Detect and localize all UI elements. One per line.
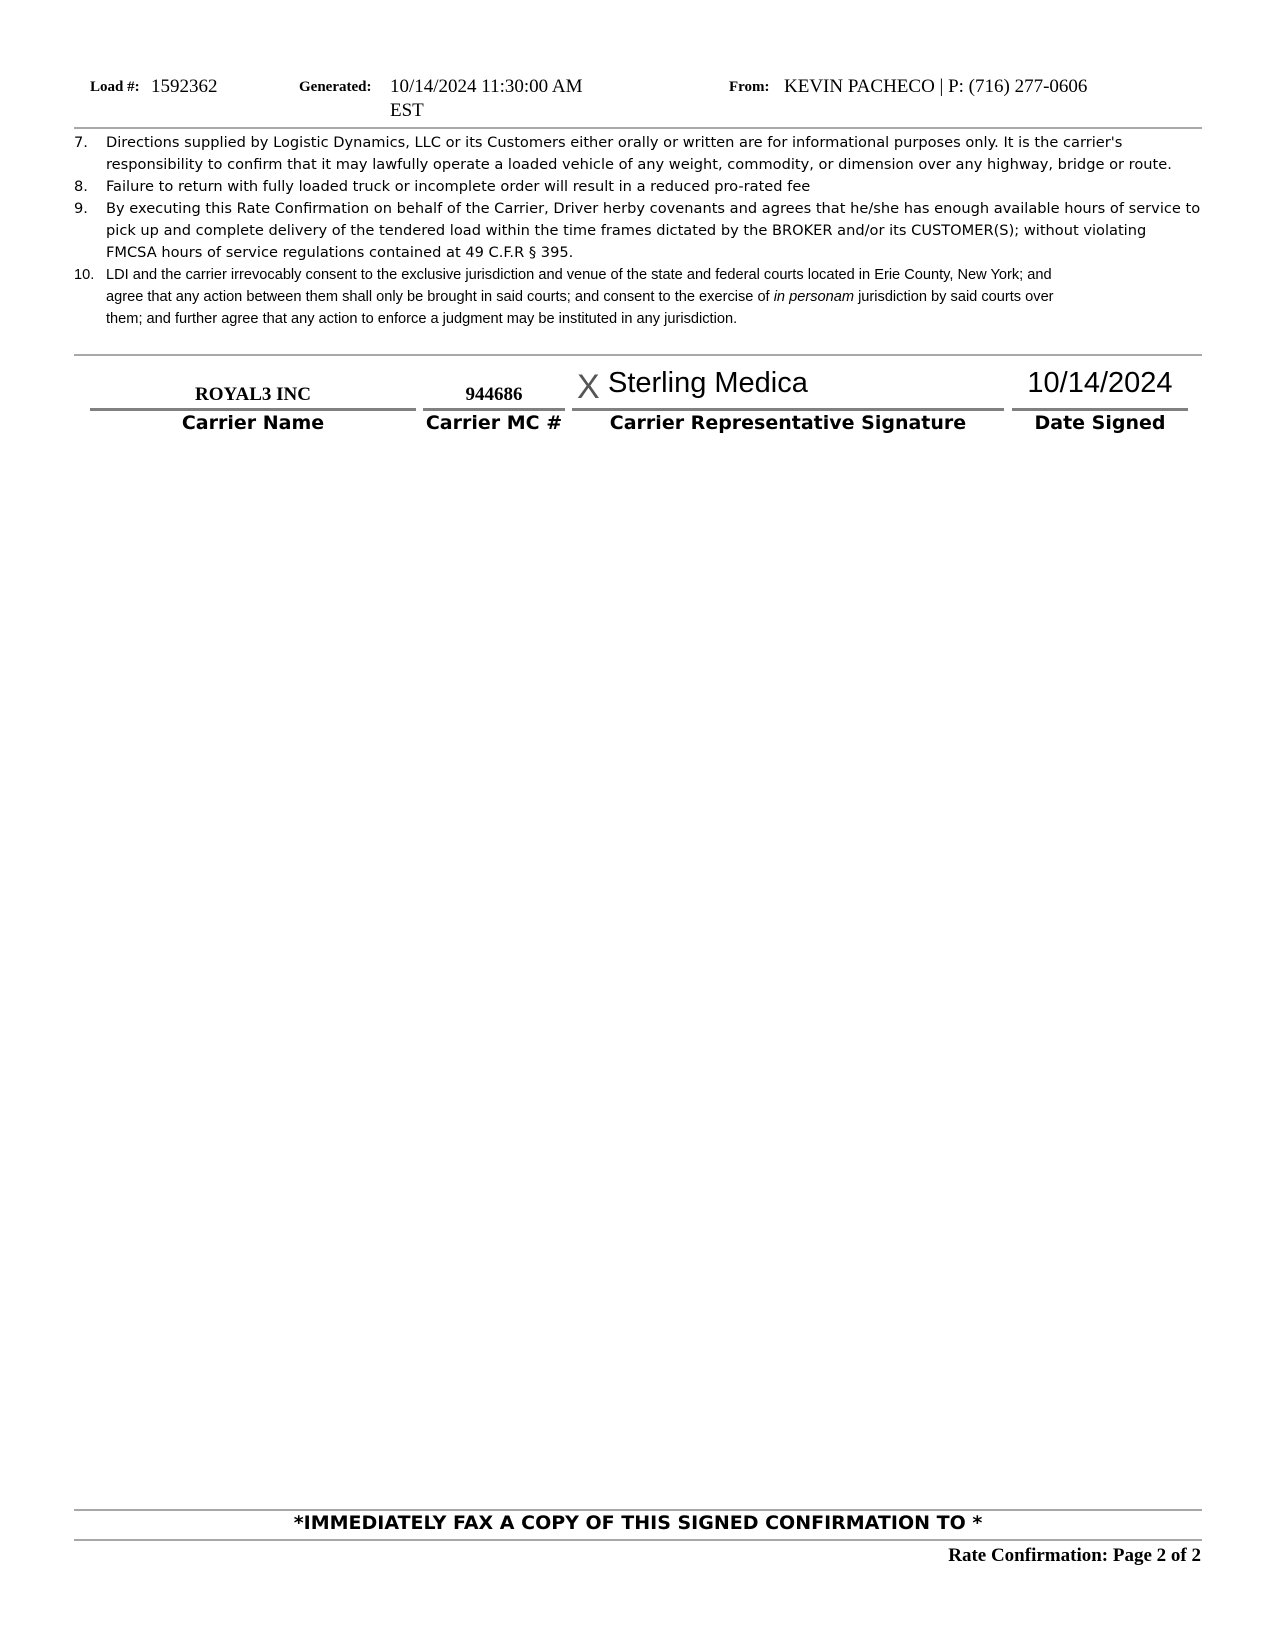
load-number-label: Load #: xyxy=(90,79,140,95)
term-number: 8. xyxy=(74,178,88,195)
term-line: pick up and complete delivery of the tendered load within the time frames dictated by the BROKER and/or its CUSTOMER(S); without violating xyxy=(106,222,1147,239)
fax-notice: *IMMEDIATELY FAX A COPY OF THIS SIGNED CONFIRMATION TO * xyxy=(293,1512,983,1534)
term-line-italic: in personam xyxy=(773,289,854,305)
carrier-mc-value: 944686 xyxy=(465,384,523,405)
date-signed-value: 10/14/2024 xyxy=(1027,367,1173,399)
term-line: FMCSA hours of service regulations contained at 49 C.F.R § 395. xyxy=(106,244,574,261)
term-line: Failure to return with fully loaded truck or incomplete order will result in a reduced pro-rated fee xyxy=(106,178,811,195)
term-line: By executing this Rate Confirmation on behalf of the Carrier, Driver herby covenants and agrees that he/she has enough available hours of service to xyxy=(106,200,1201,217)
footer-bottom-rule xyxy=(74,1539,1202,1541)
signature-line xyxy=(572,408,1004,411)
signature-caption: Carrier Representative Signature xyxy=(609,412,967,434)
carrier-mc-caption: Carrier MC # xyxy=(425,412,563,434)
header-divider xyxy=(74,127,1202,129)
from-label: From: xyxy=(729,79,770,95)
generated-label: Generated: xyxy=(299,79,372,95)
carrier-name-line xyxy=(90,408,416,411)
carrier-mc-line xyxy=(423,408,565,411)
footer-top-rule xyxy=(74,1509,1202,1511)
term-line: them; and further agree that any action to enforce a judgment may be instituted in any jurisdiction. xyxy=(106,311,738,327)
date-signed-line xyxy=(1012,408,1188,411)
load-number-value: 1592362 xyxy=(151,76,218,97)
signature-divider xyxy=(74,354,1202,356)
term-number: 10. xyxy=(74,267,95,283)
signature-x-mark: X xyxy=(577,368,600,406)
page-number-label: Rate Confirmation: Page 2 of 2 xyxy=(948,1545,1201,1566)
generated-date-value: 10/14/2024 11:30:00 AM xyxy=(390,76,583,97)
from-value: KEVIN PACHECO | P: (716) 277-0606 xyxy=(784,76,1088,97)
date-signed-caption: Date Signed xyxy=(1034,412,1166,434)
term-number: 7. xyxy=(74,134,88,151)
term-line-start: agree that any action between them shall only be brought in said courts; and consent to the exercise of xyxy=(106,289,770,305)
carrier-name-value: ROYAL3 INC xyxy=(195,384,311,405)
term-line: LDI and the carrier irrevocably consent to the exclusive jurisdiction and venue of the state and federal courts located in Erie County, New York; and xyxy=(106,267,1052,283)
term-line: Directions supplied by Logistic Dynamics, LLC or its Customers either orally or written are for informational purposes only. It is the carrier's xyxy=(106,134,1123,151)
generated-timezone-value: EST xyxy=(390,100,424,121)
term-line-end: jurisdiction by said courts over xyxy=(858,289,1054,305)
signature-value: Sterling Medica xyxy=(608,367,808,399)
term-line: responsibility to confirm that it may lawfully operate a loaded vehicle of any weight, commodity, or dimension over any highway, bridge or route. xyxy=(106,156,1172,173)
term-number: 9. xyxy=(74,200,88,217)
carrier-name-caption: Carrier Name xyxy=(181,412,325,434)
